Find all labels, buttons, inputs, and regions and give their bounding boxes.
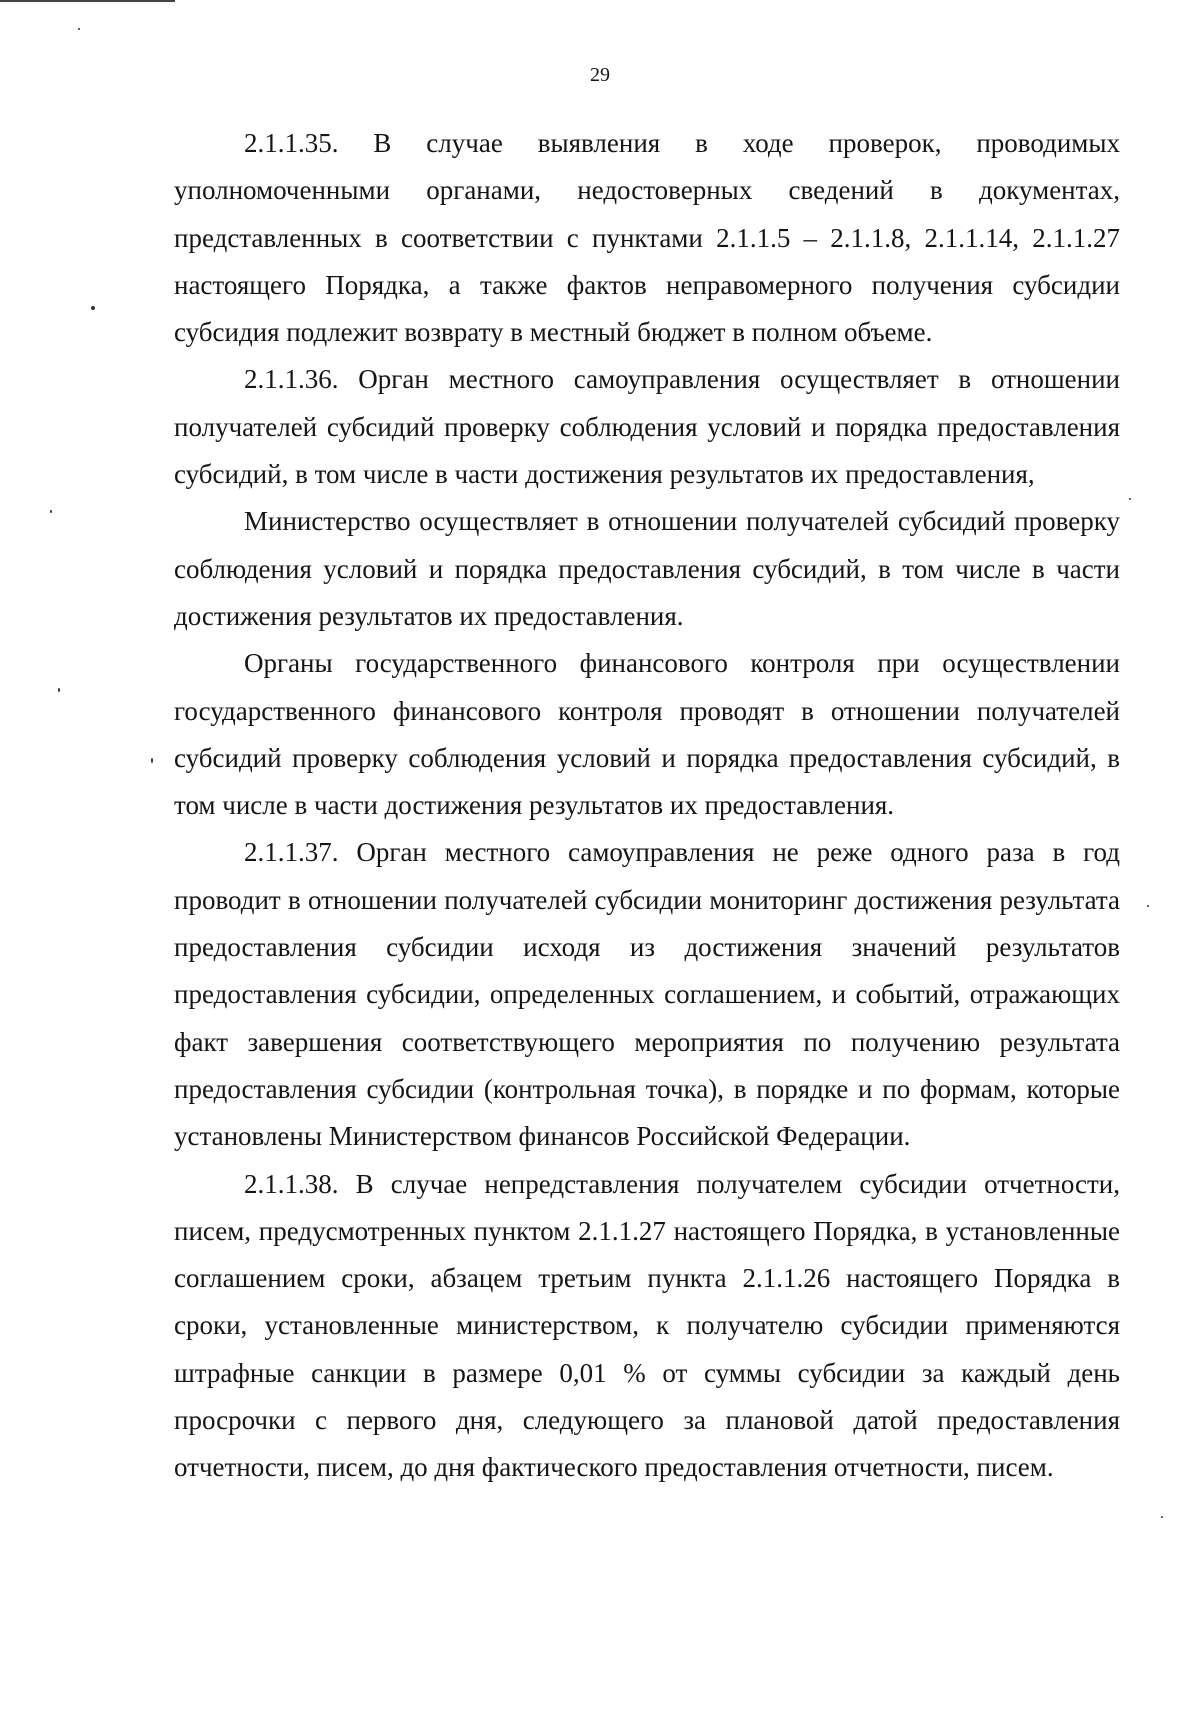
scan-speck <box>1147 905 1149 907</box>
scan-speck <box>58 688 60 692</box>
document-body <box>174 120 1120 1492</box>
paragraph-2-1-1-37: 2.1.1.37. Орган местного самоуправления не реже одного раза в год проводит в отношении получателей субсидии мониторинг достижения результата предоставления субсидии исходя из достижения значений результатов предоставления субсидии, определенных соглашением, и событий, отражающих факт завершения соответствующего мероприятия по получению результата предоставления субсидии (контрольная точка), в порядке и по формам, которые установлены Министерством финансов Российской Федерации. <box>174 837 1120 1152</box>
scan-speck <box>50 510 52 513</box>
paragraph-2-1-1-38: 2.1.1.38. В случае непредставления получателем субсидии отчетности, писем, предусмотренных пунктом 2.1.1.27 настоящего Порядка, в установленные соглашением сроки, абзацем третьим пункта 2.1.1.26 настоящего Порядка в сроки, установленные министерством, к получателю субсидии применяются штрафные санкции в размере 0,01 % от суммы субсидии за каждый день просрочки с первого дня, следующего за плановой датой предоставления отчетности, писем, до дня фактического предоставления отчетности, писем. <box>174 1168 1120 1483</box>
scan-speck <box>151 758 153 763</box>
scan-speck <box>78 28 80 30</box>
page-number: 29 <box>590 64 610 86</box>
scan-speck <box>91 306 95 310</box>
scan-speck <box>1161 1516 1163 1518</box>
scan-edge-line <box>0 0 175 2</box>
scan-speck <box>1129 498 1131 500</box>
paragraph-2-1-1-36: 2.1.1.36. Орган местного самоуправления осуществляет в отношении получателей субсидий проверку соблюдения условий и порядка предоставления субсидий, в том числе в части достижения результатов их предоставления, <box>174 364 1120 490</box>
paragraph-state-financial-control: Органы государственного финансового контроля при осуществлении государственного финансового контроля проводят в отношении получателей субсидий проверку соблюдения условий и порядка предоставления субсидий, в том числе в части достижения результатов их предоставления. <box>174 648 1120 821</box>
paragraph-ministry-control: Министерство осуществляет в отношении получателей субсидий проверку соблюдения условий и порядка предоставления субсидий, в том числе в части достижения результатов их предоставления. <box>174 506 1120 631</box>
paragraph-2-1-1-35: 2.1.1.35. В случае выявления в ходе проверок, проводимых уполномоченными органами, недостоверных сведений в документах, представленных в соответствии с пунктами 2.1.1.5 – 2.1.1.8, 2.1.1.14, 2.1.1.27 настоящего Порядка, а также фактов неправомерного получения субсидии субсидия подлежит возврату в местный бюджет в полном объеме. <box>174 128 1120 348</box>
